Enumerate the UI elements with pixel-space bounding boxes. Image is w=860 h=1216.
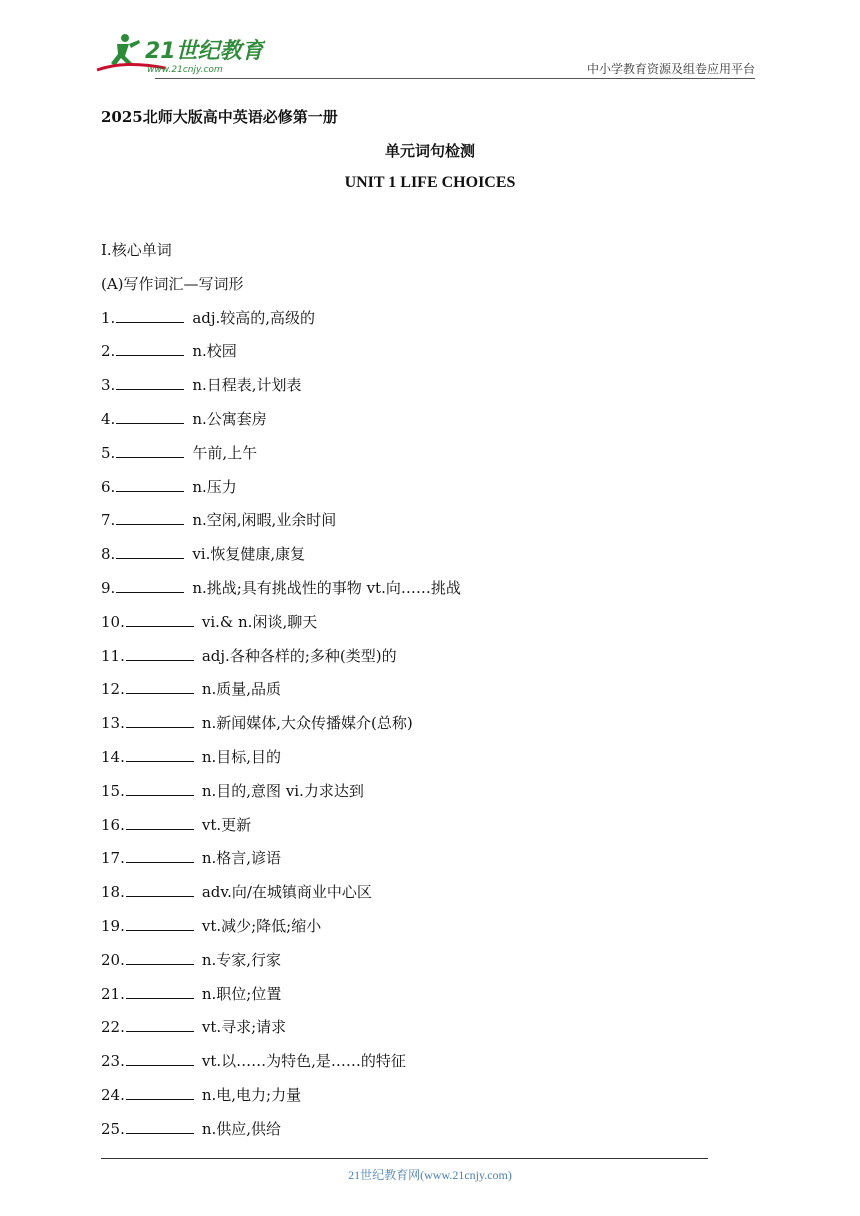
item-meaning: n.职位;位置	[201, 984, 282, 1003]
item-number: 21.	[101, 984, 125, 1003]
item-meaning: n.校园	[192, 342, 237, 361]
item-meaning: adv.向/在城镇商业中心区	[201, 883, 372, 902]
vocab-item	[101, 1017, 461, 1051]
footer-text: 21世纪教育网(www.21cnjy.com)	[348, 1168, 512, 1182]
vocab-item	[101, 409, 461, 443]
answer-blank[interactable]	[116, 510, 184, 525]
vocab-item	[101, 950, 461, 984]
item-meaning: n.压力	[192, 477, 237, 496]
vocab-item	[101, 1051, 461, 1085]
answer-blank[interactable]	[116, 578, 184, 593]
section-heading: Ⅰ.核心单词	[101, 241, 172, 259]
item-meaning: n.目的,意图 vi.力求达到	[201, 781, 364, 800]
item-number: 20.	[101, 950, 125, 969]
item-number: 12.	[101, 680, 125, 699]
item-number: 11.	[101, 646, 125, 665]
answer-blank[interactable]	[116, 409, 184, 424]
vocabulary-list	[101, 240, 461, 1153]
vocab-item	[101, 510, 461, 544]
item-number: 13.	[101, 714, 125, 733]
answer-blank[interactable]	[116, 308, 184, 323]
item-meaning: vi.& n.闲谈,聊天	[201, 612, 318, 631]
vocab-item	[101, 916, 461, 950]
footer-divider	[101, 1158, 708, 1159]
vocab-item	[101, 578, 461, 612]
answer-blank[interactable]	[126, 747, 194, 762]
item-number: 6.	[101, 477, 116, 496]
item-meaning: vt.更新	[201, 815, 252, 834]
item-meaning: 午前,上午	[192, 443, 258, 462]
document-title: 2025北师大版高中英语必修第一册	[101, 108, 338, 126]
vocab-item	[101, 308, 461, 342]
page-header	[95, 30, 755, 78]
header-divider	[155, 78, 755, 79]
item-number: 15.	[101, 781, 125, 800]
item-meaning: n.新闻媒体,大众传播媒介(总称)	[201, 714, 413, 733]
header-platform-text: 中小学教育资源及组卷应用平台	[586, 62, 755, 76]
item-number: 10.	[101, 612, 125, 631]
answer-blank[interactable]	[126, 679, 194, 694]
answer-blank[interactable]	[126, 1119, 194, 1134]
answer-blank[interactable]	[116, 443, 184, 458]
answer-blank[interactable]	[126, 916, 194, 931]
answer-blank[interactable]	[126, 781, 194, 796]
answer-blank[interactable]	[126, 984, 194, 999]
vocab-item	[101, 1119, 461, 1153]
svg-text:21世纪教育: 21世纪教育	[145, 39, 264, 64]
item-meaning: n.挑战;具有挑战性的事物 vt.向……挑战	[192, 578, 461, 597]
item-meaning: vt.寻求;请求	[201, 1018, 287, 1037]
item-number: 18.	[101, 883, 125, 902]
answer-blank[interactable]	[126, 950, 194, 965]
subsection-heading: (A)写作词汇—写词形	[101, 274, 244, 293]
answer-blank[interactable]	[126, 848, 194, 863]
vocab-item	[101, 544, 461, 578]
svg-text:www.21cnjy.com: www.21cnjy.com	[147, 65, 223, 75]
vocab-item	[101, 815, 461, 849]
vocab-item	[101, 713, 461, 747]
vocab-item	[101, 612, 461, 646]
item-number: 19.	[101, 916, 125, 935]
item-number: 22.	[101, 1018, 125, 1037]
runner-logo-icon	[95, 30, 265, 76]
item-meaning: n.供应,供给	[201, 1119, 282, 1138]
vocab-item	[101, 375, 461, 409]
answer-blank[interactable]	[126, 646, 194, 661]
item-number: 3.	[101, 376, 116, 395]
item-number: 7.	[101, 511, 116, 530]
answer-blank[interactable]	[126, 1017, 194, 1032]
vocab-item	[101, 747, 461, 781]
answer-blank[interactable]	[126, 713, 194, 728]
item-meaning: adj.各种各样的;多种(类型)的	[201, 646, 397, 665]
answer-blank[interactable]	[126, 1085, 194, 1100]
item-number: 2.	[101, 342, 116, 361]
document-subtitle: 单元词句检测	[384, 142, 475, 160]
item-meaning: n.质量,品质	[201, 680, 282, 699]
item-meaning: vt.减少;降低;缩小	[201, 916, 322, 935]
item-number: 25.	[101, 1119, 125, 1138]
answer-blank[interactable]	[116, 544, 184, 559]
answer-blank[interactable]	[116, 477, 184, 492]
vocab-item	[101, 848, 461, 882]
item-number: 14.	[101, 747, 125, 766]
answer-blank[interactable]	[116, 375, 184, 390]
item-meaning: n.空闲,闲暇,业余时间	[192, 511, 337, 530]
item-number: 9.	[101, 578, 116, 597]
vocab-item	[101, 781, 461, 815]
vocab-item	[101, 984, 461, 1018]
item-meaning: n.目标,目的	[201, 747, 282, 766]
item-meaning: n.电,电力;力量	[201, 1085, 302, 1104]
vocab-item	[101, 646, 461, 680]
item-meaning: n.格言,谚语	[201, 849, 282, 868]
item-number: 23.	[101, 1052, 125, 1071]
vocab-item	[101, 882, 461, 916]
item-number: 4.	[101, 409, 116, 428]
item-meaning: n.日程表,计划表	[192, 376, 302, 395]
item-meaning: n.公寓套房	[192, 409, 267, 428]
logo	[95, 30, 265, 76]
item-meaning: adj.较高的,高级的	[192, 308, 316, 327]
vocab-item	[101, 443, 461, 477]
item-number: 8.	[101, 545, 116, 564]
answer-blank[interactable]	[116, 341, 184, 356]
answer-blank[interactable]	[126, 882, 194, 897]
item-number: 17.	[101, 849, 125, 868]
answer-blank[interactable]	[126, 1051, 194, 1066]
answer-blank[interactable]	[126, 612, 194, 627]
vocab-item	[101, 477, 461, 511]
answer-blank[interactable]	[126, 815, 194, 830]
vocab-item	[101, 1085, 461, 1119]
item-number: 16.	[101, 815, 125, 834]
item-number: 5.	[101, 443, 116, 462]
vocab-item	[101, 341, 461, 375]
item-number: 1.	[101, 308, 116, 327]
item-meaning: vt.以……为特色,是……的特征	[201, 1052, 406, 1071]
vocab-item	[101, 679, 461, 713]
item-meaning: n.专家,行家	[201, 950, 282, 969]
item-number: 24.	[101, 1085, 125, 1104]
item-meaning: vi.恢复健康,康复	[192, 545, 306, 564]
unit-title: UNIT 1 LIFE CHOICES	[344, 174, 516, 191]
